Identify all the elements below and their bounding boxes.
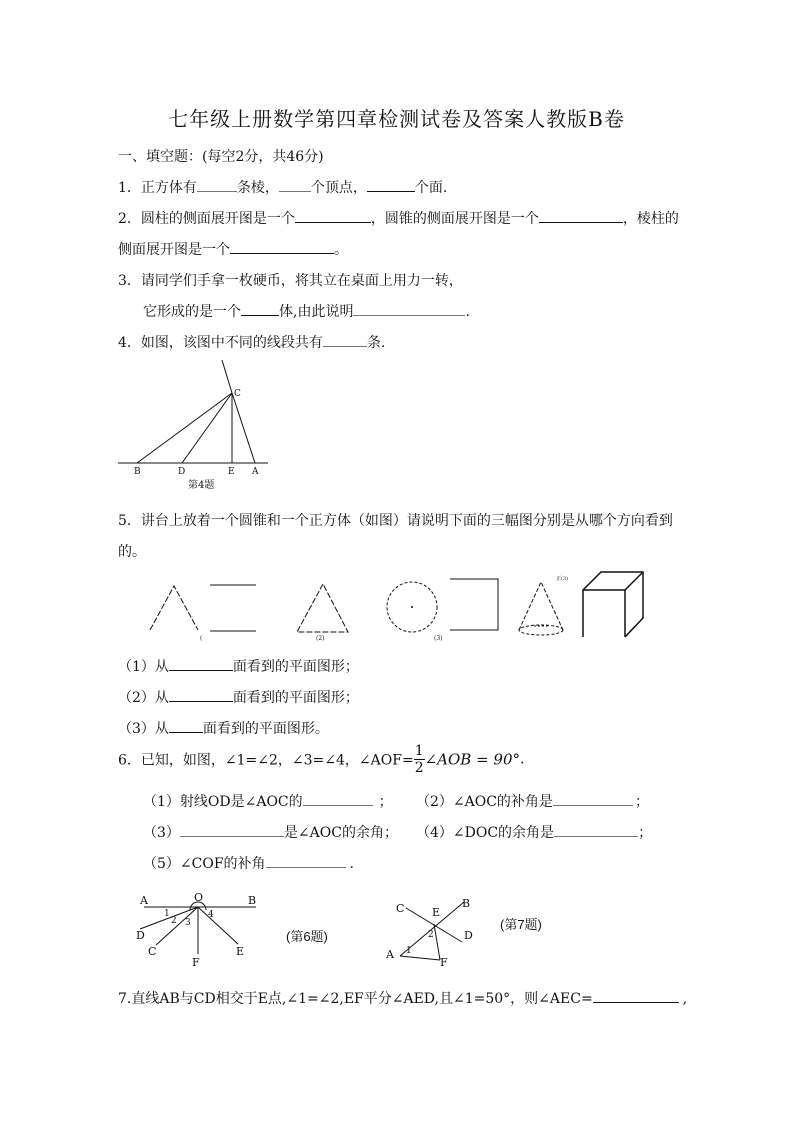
- fig6-label-d: D: [136, 929, 145, 942]
- fig6-label-e: E: [236, 945, 245, 958]
- q6-p4-text-b: ；: [638, 825, 653, 841]
- q6-part1: [143, 791, 393, 811]
- figure-4: [118, 360, 278, 495]
- q5-sub2-text-a: （2）从: [118, 690, 169, 706]
- section-heading: 一、填空题：(每空2分，共46分): [118, 149, 324, 165]
- fig7-caption: (第7题): [500, 917, 542, 932]
- svg-text:(: (: [200, 635, 203, 642]
- q3-text-b: 它形成的是一个: [143, 304, 241, 320]
- fig7-label-b: B: [462, 897, 471, 910]
- question-5-cont: 的。: [118, 544, 146, 560]
- fig4-caption: 第4题: [188, 480, 215, 491]
- q5-sub1-text-a: （1）从: [118, 659, 169, 675]
- q3-text-d: .: [465, 304, 470, 320]
- q3-text-c: 体,由此说明: [279, 304, 354, 320]
- q1-blank-faces[interactable]: [367, 177, 415, 192]
- fig6-label-f: F: [192, 956, 200, 969]
- svg-text:(3): (3): [434, 635, 443, 642]
- fig6-caption: (第6题): [286, 929, 328, 944]
- fig7-label-f: F: [440, 956, 448, 969]
- q2-text-d: 侧面展开图是一个: [118, 242, 230, 258]
- q6-p1-text-a: （1）射线OD是∠AOC的: [143, 794, 303, 810]
- q1-blank-edges[interactable]: [197, 177, 237, 192]
- q4-text-a: 4．如图，该图中不同的线段共有: [118, 335, 323, 351]
- fig6-label-3: 3: [185, 918, 191, 928]
- question-2: [118, 208, 679, 228]
- q6-frac-den: 2: [414, 760, 424, 776]
- fig6-label-o: O: [194, 891, 204, 904]
- q2-blank-cylinder[interactable]: [295, 208, 371, 223]
- fig7-label-a: A: [386, 948, 394, 961]
- fig7-label-e: E: [432, 906, 441, 919]
- q3-blank-solid[interactable]: [241, 301, 279, 316]
- q6-p3-text-a: （3）: [143, 825, 180, 841]
- question-5-sub1: [118, 656, 359, 676]
- question-1: [118, 177, 447, 197]
- question-7: [118, 988, 687, 1008]
- fig6-label-2: 2: [171, 916, 177, 926]
- question-5: 5．讲台上放着一个圆锥和一个正方体（如图）请说明下面的三幅图分别是从哪个方向看到: [118, 513, 673, 529]
- q4-blank-segments[interactable]: [323, 332, 367, 347]
- q6-p4-text-a: （4）∠DOC的余角是: [416, 825, 555, 841]
- q2-text-e: 。: [334, 242, 348, 258]
- q6-blank-3[interactable]: [180, 822, 284, 837]
- q5-blank-3[interactable]: [169, 718, 203, 733]
- fig7-label-2: 2: [428, 930, 434, 940]
- fig7-label-d: D: [464, 929, 473, 942]
- fig4-label-c: C: [234, 389, 241, 399]
- fig4-label-e: E: [228, 467, 235, 477]
- q5-sub3-text-a: （3）从: [118, 721, 169, 737]
- question-5-sub2: [118, 687, 359, 707]
- fig6-label-b: B: [248, 894, 257, 907]
- q5-sub3-text-b: 面看到的平面图形。: [202, 721, 329, 737]
- q7-blank-aec[interactable]: [593, 988, 679, 1003]
- q4-text-b: 条.: [366, 335, 386, 351]
- q2-blank-prism[interactable]: [230, 239, 334, 254]
- q6-fraction: [414, 743, 425, 776]
- q6-p5-text-a: （5）∠COF的补角: [143, 856, 266, 872]
- question-3-cont: [143, 301, 470, 321]
- q6-text-b: ∠AOB = 90°: [424, 750, 521, 769]
- fig6-label-c: C: [148, 945, 157, 958]
- figure-7: [382, 894, 492, 972]
- q6-blank-4[interactable]: [554, 822, 638, 837]
- question-6: 6．已知，如图，∠1=∠2，∠3=∠4，∠AOF= $\frac{1}{2}$ ∠AOB = 90°.: [118, 743, 525, 776]
- q5-sub2-text-b: 面看到的平面图形；: [232, 690, 359, 706]
- q7-text-a: 7.直线AB与CD相交于E点,∠1=∠2,EF平分∠AED,且∠1=50°，则∠AEC=: [118, 991, 593, 1007]
- q6-text-a: 6．已知，如图，∠1=∠2，∠3=∠4，∠AOF=: [118, 752, 414, 769]
- q6-blank-5[interactable]: [266, 853, 346, 868]
- q6-p3-text-b: 是∠AOC的余角；: [283, 825, 398, 841]
- fig6-label-a: A: [140, 894, 148, 907]
- q6-frac-num: 1: [414, 743, 424, 759]
- q6-p1-text-b: ；: [378, 794, 393, 810]
- fig6-label-1: 1: [164, 909, 170, 919]
- q5-sub1-text-b: 面看到的平面图形；: [232, 659, 359, 675]
- q6-blank-1[interactable]: [303, 791, 373, 806]
- q6-part4: [416, 822, 652, 842]
- q5-blank-2[interactable]: [169, 687, 233, 702]
- svg-text:(2): (2): [316, 635, 325, 642]
- q1-text-b: 条棱，: [236, 180, 279, 196]
- question-2-cont: [118, 239, 348, 259]
- q5-blank-1[interactable]: [169, 656, 233, 671]
- fig4-label-d: D: [178, 467, 186, 477]
- q6-p5-text-b: .: [349, 856, 354, 872]
- figure-5: [140, 570, 660, 645]
- fig4-label-a: A: [252, 467, 259, 477]
- fig7-label-1: 1: [406, 946, 412, 956]
- q1-text-a: 1．正方体有: [118, 180, 197, 196]
- q6-part3: [143, 822, 398, 842]
- q6-blank-2[interactable]: [553, 791, 633, 806]
- q6-part2: [416, 791, 649, 811]
- q6-part5: [143, 853, 354, 873]
- q1-text-c: 个顶点，: [310, 180, 367, 196]
- q6-p2-text-b: ；: [634, 794, 649, 810]
- question-3: 3．请同学们手拿一枚硬币，将其立在桌面上用力一转，: [118, 273, 463, 289]
- svg-text:正(3): 正(3): [556, 576, 569, 582]
- q2-blank-cone[interactable]: [539, 208, 623, 223]
- question-5-sub3: [118, 718, 329, 738]
- q3-blank-explain[interactable]: [353, 301, 465, 316]
- q7-text-b: ,: [682, 991, 688, 1007]
- question-4: [118, 332, 385, 352]
- page-title: 七年级上册数学第四章检测试卷及答案人教版B卷: [168, 107, 625, 131]
- q2-text-c: ，棱柱的: [622, 211, 679, 227]
- q6-p2-text-a: （2）∠AOC的补角是: [416, 794, 553, 810]
- q2-text-b: ，圆锥的侧面展开图是一个: [370, 211, 539, 227]
- q1-blank-vertices[interactable]: [279, 177, 311, 192]
- q1-text-d: 个面.: [414, 180, 448, 196]
- figure-6: [134, 888, 284, 970]
- fig7-label-c: C: [396, 902, 405, 915]
- q2-text-a: 2．圆柱的侧面展开图是一个: [118, 211, 295, 227]
- fig4-label-b: B: [134, 467, 141, 477]
- fig6-label-4: 4: [208, 910, 214, 920]
